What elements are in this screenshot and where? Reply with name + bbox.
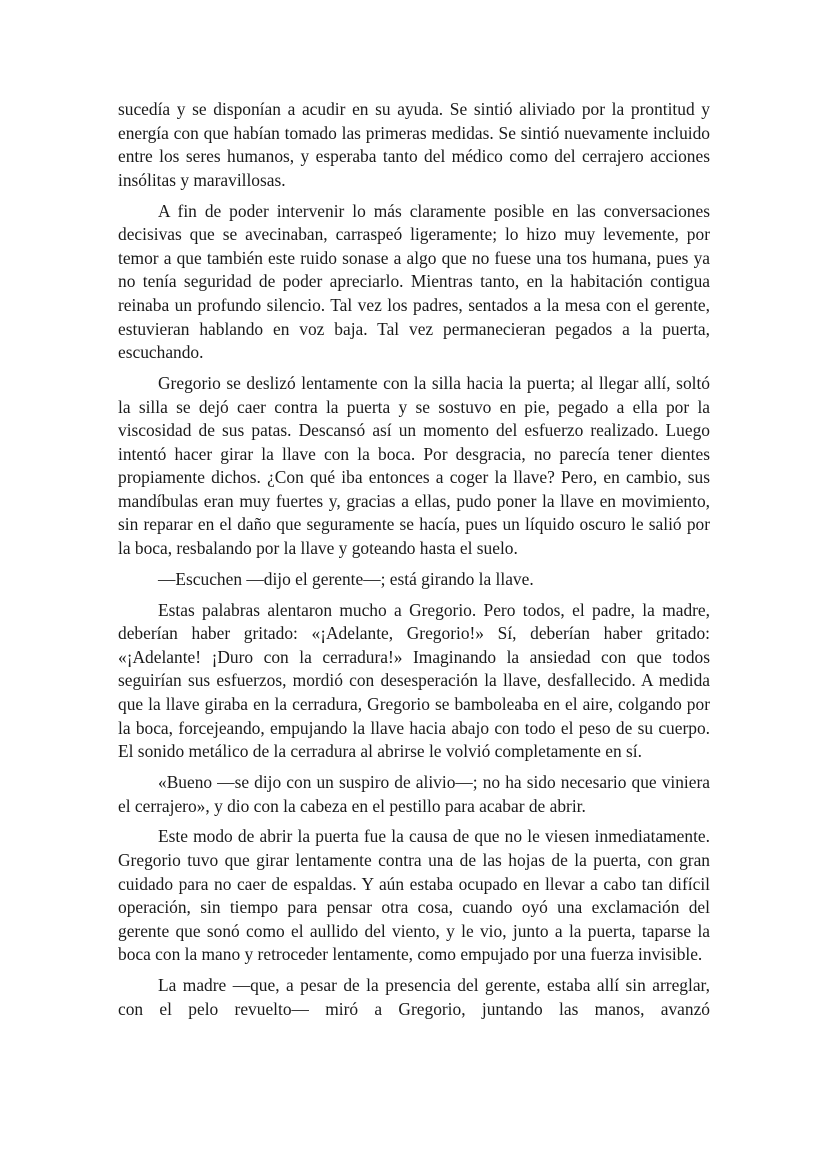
paragraph-1: sucedía y se disponían a acudir en su ayuda. Se sintió aliviado por la prontitud y energía con que habían tomado las primeras medidas. Se sintió nuevamente incluido entre los seres humanos, y esperaba tanto del médico como del cerrajero acciones insólitas y maravillosas.: [118, 99, 710, 190]
paragraph-4: —Escuchen —dijo el gerente—; está girando la llave.: [158, 568, 534, 589]
paragraph-8: La madre —que, a pesar de la presencia del gerente, estaba allí sin arreglar, con el pelo revuelto— miró a Gregorio, juntando las manos, avanzó: [118, 975, 710, 1019]
paragraph-2: A fin de poder intervenir lo más claramente posible en las conversaciones decisivas que se avecinaban, carraspeó ligeramente; lo hizo muy levemente, por temor a que también este ruido sonase a algo que no fuese una tos humana, pues ya no tenía seguridad de poder apreciarlo. Mientras tanto, en la habitación contigua reinaba un profundo silencio. Tal vez los padres, sentados a la mesa con el gerente, estuvieran hablando en voz baja. Tal vez permanecieran pegados a la puerta, escuchando.: [118, 200, 710, 363]
paragraph-3: Gregorio se deslizó lentamente con la silla hacia la puerta; al llegar allí, soltó la silla se dejó caer contra la puerta y se sostuvo en pie, pegado a ella por la viscosidad de sus patas. Descansó así un momento del esfuerzo realizado. Luego intentó hacer girar la llave con la boca. Por desgracia, no parecía tener dientes propiamente dichos. ¿Con qué iba entonces a coger la llave? Pero, en cambio, sus mandíbulas eran muy fuertes y, gracias a ellas, pudo poner la llave en movimiento, sin reparar en el daño que seguramente se hacía, pues un líquido oscuro le salió por la boca, resbalando por la llave y goteando hasta el suelo.: [118, 372, 710, 559]
document-page: [118, 98, 710, 1028]
paragraph-6: «Bueno —se dijo con un suspiro de alivio—; no ha sido necesario que viniera el cerrajero», y dio con la cabeza en el pestillo para acabar de abrir.: [118, 771, 710, 816]
paragraph-7: Este modo de abrir la puerta fue la causa de que no le viesen inmediatamente. Gregorio tuvo que girar lentamente contra una de las hojas de la puerta, con gran cuidado para no caer de espaldas. Y aún estaba ocupado en llevar a cabo tan difícil operación, sin tiempo para pensar otra cosa, cuando oyó una exclamación del gerente que sonó como el aullido del viento, y le vio, junto a la puerta, taparse la boca con la mano y retroceder lentamente, como empujado por una fuerza invisible.: [118, 826, 710, 965]
paragraph-5: Estas palabras alentaron mucho a Gregorio. Pero todos, el padre, la madre, deberían haber gritado: «¡Adelante, Gregorio!» Sí, deberían haber gritado: «¡Adelante! ¡Duro con la cerradura!» Imaginando la ansiedad con que todos seguirían sus esfuerzos, mordió con desesperación la llave, desfallecido. A medida que la llave giraba en la cerradura, Gregorio se bamboleaba en el aire, colgando por la boca, forcejeando, empujando la llave hacia abajo con todo el peso de su cuerpo. El sonido metálico de la cerradura al abrirse le volvió completamente en sí.: [118, 599, 710, 762]
